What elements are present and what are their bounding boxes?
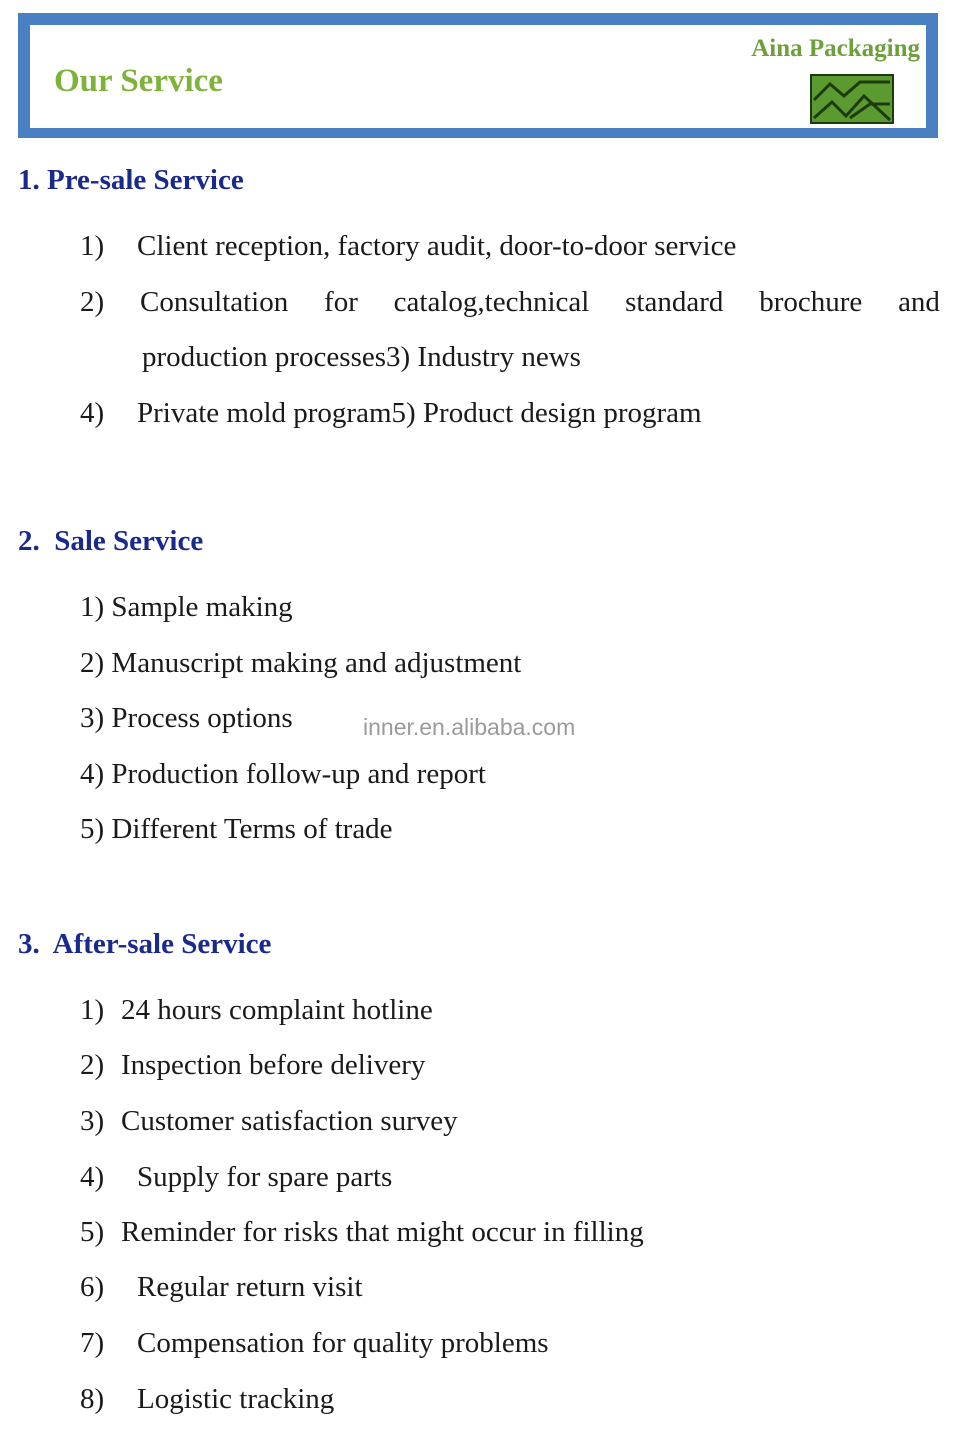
after-sale-item-3 xyxy=(80,1105,458,1138)
aina-packaging-logo-icon xyxy=(810,74,894,124)
item-text: Regular return visit xyxy=(137,1271,363,1303)
item-number: 7) xyxy=(80,1327,105,1359)
item-text: Reminder for risks that might occur in filling xyxy=(121,1216,644,1248)
item-word: and xyxy=(898,286,940,318)
pre-sale-item-2-continuation: production processes3) Industry news xyxy=(142,341,581,373)
item-number: 6) xyxy=(80,1271,105,1303)
banner-panel xyxy=(30,25,926,128)
item-number: 5) xyxy=(80,1216,105,1248)
sale-item-2: 2) Manuscript making and adjustment xyxy=(80,647,522,679)
item-text: Client reception, factory audit, door-to-door service xyxy=(137,230,737,262)
sale-item-1: 1) Sample making xyxy=(80,591,293,623)
item-word: for xyxy=(324,286,358,318)
banner-title: Our Service xyxy=(54,63,223,99)
after-sale-item-6 xyxy=(80,1271,363,1304)
pre-sale-item-2 xyxy=(80,286,940,319)
item-number: 1) xyxy=(80,230,105,262)
after-sale-item-4 xyxy=(80,1161,392,1194)
item-text: Supply for spare parts xyxy=(137,1161,393,1193)
brand-name: Aina Packaging xyxy=(751,35,920,62)
item-word: catalog,technical xyxy=(393,286,590,318)
item-number: 2) xyxy=(80,286,105,318)
item-word: brochure xyxy=(759,286,863,318)
sale-heading: 2. Sale Service xyxy=(18,525,204,557)
after-sale-item-1 xyxy=(80,994,433,1027)
item-text: 24 hours complaint hotline xyxy=(121,994,433,1026)
item-word: standard xyxy=(625,286,724,318)
watermark-text: inner.en.alibaba.com xyxy=(363,714,576,740)
item-number: 4) xyxy=(80,1161,105,1193)
pre-sale-heading: 1. Pre-sale Service xyxy=(18,164,244,196)
item-text: Private mold program5) Product design program xyxy=(137,397,702,429)
service-banner xyxy=(18,13,938,138)
pre-sale-item-4 xyxy=(80,397,702,430)
sale-item-4: 4) Production follow-up and report xyxy=(80,758,486,790)
item-number: 2) xyxy=(80,1049,105,1081)
sale-item-3: 3) Process options xyxy=(80,702,293,734)
item-number: 4) xyxy=(80,397,105,429)
item-word: Consultation xyxy=(139,286,289,318)
sale-item-5: 5) Different Terms of trade xyxy=(80,813,393,845)
item-text: Compensation for quality problems xyxy=(137,1327,549,1359)
after-sale-item-5 xyxy=(80,1216,644,1249)
after-sale-item-2 xyxy=(80,1049,425,1082)
item-text: Inspection before delivery xyxy=(121,1049,426,1081)
item-number: 3) xyxy=(80,1105,105,1137)
item-number: 1) xyxy=(80,994,105,1026)
after-sale-heading: 3. After-sale Service xyxy=(18,928,272,960)
item-text: Customer satisfaction survey xyxy=(121,1105,458,1137)
pre-sale-item-1 xyxy=(80,230,736,263)
item-number: 8) xyxy=(80,1383,105,1415)
after-sale-item-8 xyxy=(80,1383,334,1416)
after-sale-item-7 xyxy=(80,1327,549,1360)
item-text: Logistic tracking xyxy=(137,1383,335,1415)
